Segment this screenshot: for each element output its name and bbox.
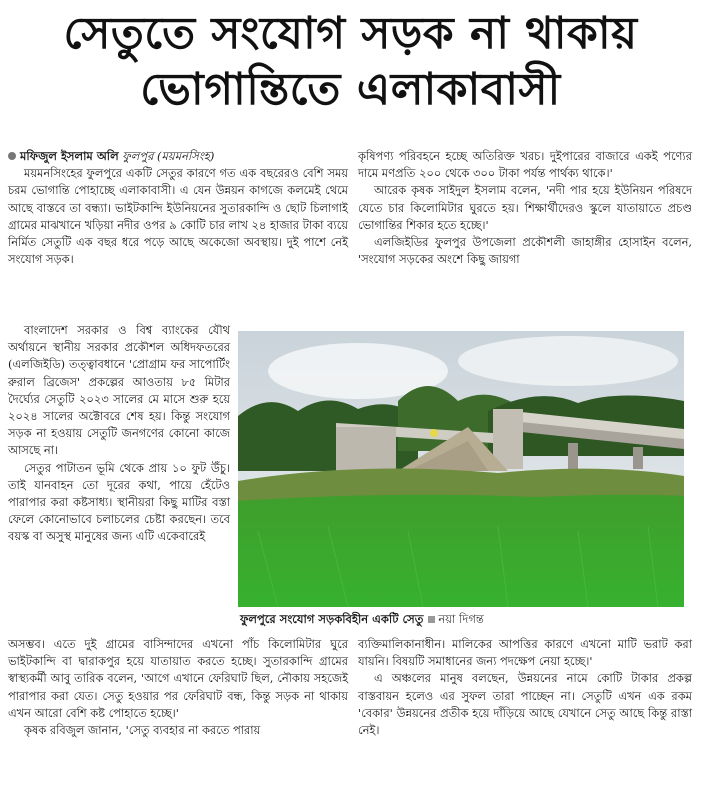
- paragraph: অসম্ভব। এতে দুই গ্রামের বাসিন্দাদের এখনো পাঁচ কিলোমিটার ঘুরে ভাইটকান্দি বা দ্বারাকপুর হয়ে যাতায়াত করতে হচ্ছে। সুতারকান্দি গ্রামের স্বাস্থ্যকর্মী আবু তারিক বলেন, 'আগে এখানে ফেরিঘাট ছিল, নৌকায় সহজেই পারাপার করা যেত। সেতু হওয়ার পর ফেরিঘাট বন্ধ, কিন্তু সড়ক না থাকায় এখন আরো বেশি কষ্ট পোহাতে হচ্ছে।': [8, 637, 348, 720]
- author-name: মফিজুল ইসলাম অলি: [20, 149, 119, 163]
- news-photo: [238, 331, 684, 607]
- bullet-dot-icon: [8, 152, 16, 160]
- bridge-photo-illustration: [238, 331, 684, 607]
- article-right-top: [358, 148, 692, 268]
- photo-caption: [240, 611, 690, 627]
- paragraph: কৃষিপণ্য পরিবহনে হচ্ছে অতিরিক্ত খরচ। দুইপারের বাজারে একই পণ্যের দামে মণপ্রতি ২০০ থেকে ৩০০ টাকা পর্যন্ত পার্থক্য থাকে।': [358, 149, 692, 181]
- paragraph: এলজিইডির ফুলপুর উপজেলা প্রকৌশলী জাহাঙ্গীর হোসাইন বলেন, 'সংযোগ সড়কের অংশে কিছু জায়গা: [358, 235, 692, 267]
- paragraph: ময়মনসিংহের ফুলপুরে একটি সেতুর কারণে গত এক বছরেরও বেশি সময় চরম ভোগান্তি পোহাচ্ছে এলাকাবাসী। এ যেন উন্নয়ন কাগজে কলমেই থেমে আছে বাস্তবে তা বন্ধ্যা। ভাইটকান্দি ইউনিয়নের সুতারকান্দি ও ছোট চিলাগাই গ্রামের মাঝখানে খড়িয়া নদীর ওপর ৯ কোটি চার লাখ ২৪ হাজার টাকা ব্যয়ে নির্মিত সেতুটি এক বছর ধরে পড়ে আছে অকেজো অবস্থায়। দুই পাশে নেই সংযোগ সড়ক।: [8, 166, 348, 267]
- paragraph: কৃষক রবিজুল জানান, 'সেতু ব্যবহার না করতে পারায়: [24, 723, 261, 738]
- headline-line-1: সেতুতে সংযোগ সড়ক না থাকায়: [63, 8, 638, 59]
- paragraph: এ অঞ্চলের মানুষ বলছেন, উন্নয়নের নামে কোটি টাকার প্রকল্প বাস্তবায়ন হলেও এর সুফল তারা পাচ্ছেন না। সেতুটি এখন এক রকম 'বেকার' উন্নয়নের প্রতীক হয়ে দাঁড়িয়ে আছে যেখানে সেতু আছে কিন্তু রাস্তা নেই।: [358, 671, 692, 738]
- paragraph: আরেক কৃষক সাইদুল ইসলাম বলেন, 'নদী পার হয়ে ইউনিয়ন পরিষদে যেতে চার কিলোমিটার ঘুরতে হয়। শিক্ষার্থীদেরও স্কুলে যাতায়াতে প্রচণ্ড ভোগান্তির শিকার হতে হচ্ছে।': [358, 183, 692, 232]
- article-left-bottom: [8, 636, 348, 739]
- byline: [8, 148, 348, 165]
- paragraph: সেতুর পাটাতন ভূমি থেকে প্রায় ১০ ফুট উঁচু। তাই যানবাহন তো দূরের কথা, পায়ে হেঁটেও পারাপার করা কষ্টসাধ্য। স্থানীয়রা কিছু মাটির বস্তা ফেলে কোনোভাবে চলাচলের চেষ্টা করছেন। তবে বয়স্ক বা অসুস্থ মানুষের জন্য এটি একেবারেই: [8, 460, 230, 544]
- paragraph: বাংলাদেশ সরকার ও বিশ্ব ব্যাংকের যৌথ অর্থায়নে স্থানীয় সরকার প্রকৌশল অধিদফতরের (এলজিইডি) তত্ত্বাবধানে 'প্রোগ্রাম ফর সাপোর্টিং রুরাল ব্রিজেস' প্রকল্পের আওতায় ৮৫ মিটার দৈর্ঘ্যের সেতুটি ২০২৩ সালের মে মাসে শুরু হয়ে ২০২৪ সালের অক্টোবরে শেষ হয়। কিন্তু সংযোগ সড়ক না হওয়ায় সেতুটি জনগণের কোনো কাজে আসছে না।: [8, 323, 230, 458]
- headline: [0, 6, 701, 118]
- headline-line-2: ভোগান্তিতে এলাকাবাসী: [140, 64, 561, 115]
- photo-source: নয়া দিগন্ত: [438, 612, 484, 626]
- paragraph: ব্যক্তিমালিকানাধীন। মালিকের আপত্তির কারণে এখনো মাটি ভরাট করা যায়নি। বিষয়টি সমাধানের জন্য পদক্ষেপ নেয়া হচ্ছে।': [358, 637, 692, 669]
- article-left-narrow: [8, 322, 230, 546]
- article-left-top: [8, 148, 348, 268]
- article-right-bottom: [358, 636, 692, 739]
- caption-text: ফুলপুরে সংযোগ সড়কবিহীন একটি সেতু: [240, 612, 424, 626]
- dateline: ফুলপুর (ময়মনসিংহ): [122, 149, 215, 163]
- square-bullet-icon: [428, 616, 435, 623]
